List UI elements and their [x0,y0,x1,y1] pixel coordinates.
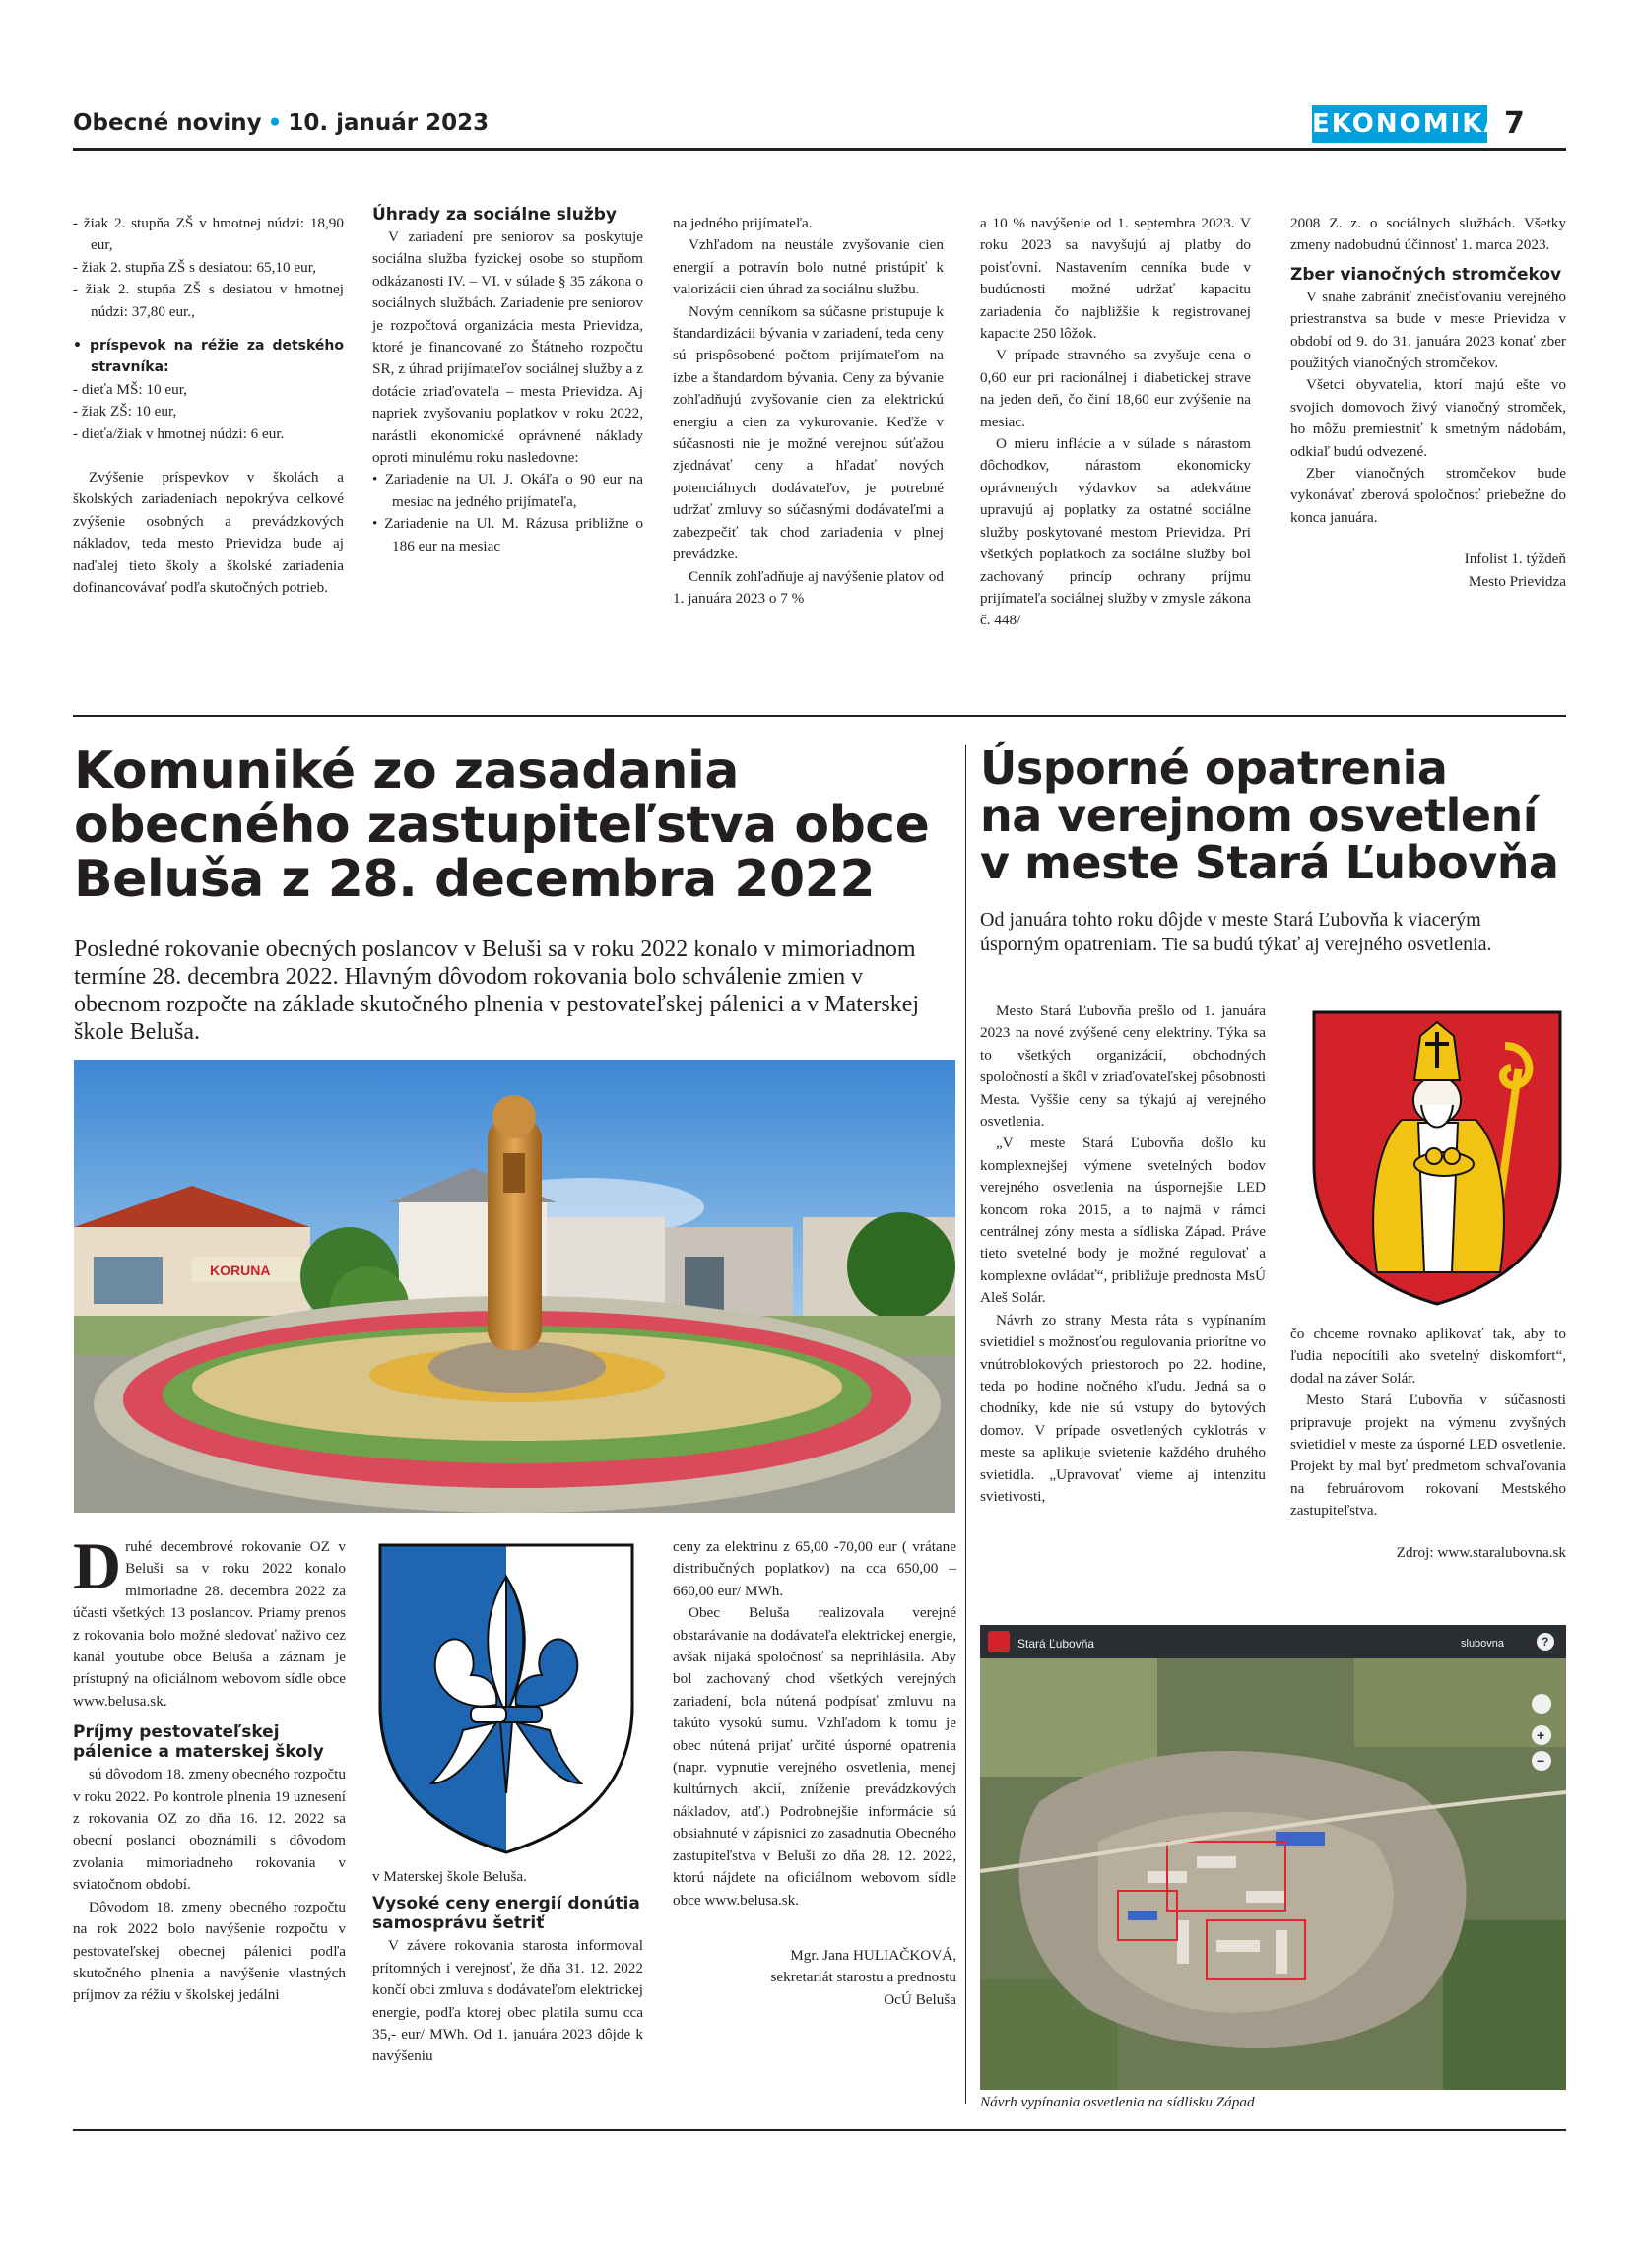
paragraph: V závere rokovania starosta informoval prítomných i verejnosť, že dňa 31. 12. 2022 končí obci zmluva s dodávateľom elektrickej energie, podľa ktorej obec platila sumu cca 35,- eur/ MWh. Od 1. januára 2023 dôjde k navýšeniu [372,1937,643,2065]
top-col-3 [673,213,944,610]
header-separator: • [267,110,283,136]
subheading: Zber vianočných stromčekov [1290,264,1562,285]
list-item: - dieťa MŠ: 10 eur, [73,380,187,398]
headline-line: obecného zastupiteľstva obce [74,796,930,855]
page-header-left [73,110,489,136]
list-item: - žiak ZŠ: 10 eur, [73,403,177,421]
belusa-col-2 [372,1866,643,2068]
coat-of-arms-stara-lubovna [1308,1006,1566,1310]
column-divider [965,745,966,2104]
paragraph: ruhé decembrové rokovanie OZ v Beluši sa v roku 2022 konalo mimoriadne 28. decembra 2022 za účasti všetkých 13 poslancov. Priamy prenos z rokovania bolo možné sledovať naživo cez kanál youtube obce Beluša a záznam je prístupný na oficiálnom webovom sídle obce www.belusa.sk. [73,1538,346,1710]
paragraph: na jedného prijímateľa. [673,215,813,231]
paragraph: v Materskej škole Beluša. [372,1868,527,1885]
paragraph: Dôvodom 18. zmeny obecného rozpočtu na rok 2022 bolo navýšenie rozpočtu v pestovateľskej obecnej pálenici podľa skutočného plnenia a navýšenie vlastných príjmov za réžiu v školskej jedálni [73,1898,346,2004]
top-col-5 [1290,213,1566,593]
zoom-in-label: + [1537,1727,1545,1743]
source-credit: Zdroj: www.staralubovna.sk [1396,1543,1566,1561]
list-item: - žiak 2. stupňa ZŠ s desiatou: 65,10 eur, [73,258,316,276]
paragraph: čo chceme rovnako aplikovať tak, aby to ľudia nepocítili ako svetelný diskomfort“, dodal na záver Solár. [1290,1326,1566,1387]
issue-date: 10. január 2023 [288,110,490,136]
signature: Infolist 1. týždeň [1464,551,1566,568]
map-screenshot [980,1625,1566,2090]
paragraph: V zariadení pre seniorov sa poskytuje sociálna služba fyzickej osobe so stupňom odkázanosti IV. – VI. v súlade § 35 zákona o sociálnych službách. Zariadenie pre seniorov je rozpočtová organizácia mesta Prievidza, ktoré je financované zo Štátneho rozpočtu SR, z úhrad prijímateľov sociálnej služby a z dotácie zriaďovateľa – mesta Prievidza. Aj napriek zvyšovaniu poplatkov v roku 2022, narástli ekonomické oprávnené náklady oproti minulému roku nasledovne: [372,228,643,467]
paragraph: V prípade stravného sa zvyšuje cena o 0,60 eur pri racionálnej i diabetickej strave na jeden deň, čo činí 18,60 eur zvýšenie na mesiac. [980,347,1251,430]
top-col-4 [980,213,1251,632]
fleur-de-lis-icon [372,1537,640,1858]
paragraph: Obec Beluša realizovala verejné obstarávanie na dodávateľa elektrickej energie, avšak nijaká spoločnosť sa neprihlásila. Aby bol zachovaný chod všetkých verejných zariadení, bola nútená podpísať zmluvu na takúto vysokú sumu. Vzhľadom k tomu je obec nútená prijať určité úsporné opatrenia (napr. vypnutie verejného osvetlenia, menej kultúrnych akcií, zníženie prevádzkových nákladov, atď.) Podrobnejšie informácie sú obsiahnuté v zápisnici zo zasadnutia Obecného zastupiteľstva v Beluši zo dňa 28. 12. 2022, ktorú nájdete na oficiálnom webovom sídle obce www.belusa.sk. [673,1604,956,1909]
signature: sekretariát starostu a prednostu [770,1969,956,1986]
subheading: Úhrady za sociálne služby [372,205,617,225]
article-lead: Posledné rokovanie obecných poslancov v Beluši sa v roku 2022 konalo v mimoriadnom termíne 28. decembra 2022. Hlavným dôvodom rokovania bolo schválenie zmien v obecnom rozpočte na základe skutočného plnenia v pestovateľskej pálenici a v Materskej škole Beluša. [74,937,920,1045]
paragraph: Mesto Stará Ľubovňa v súčasnosti pripravuje projekt na výmenu zvyšných svietidiel v meste za úsporné LED osvetlenie. Projekt by mal byť predmetom schvaľovania na februárovom rokovaní Mestského zastupiteľstva. [1290,1392,1566,1520]
list-item: • Zariadenie na Ul. J. Okáľa o 90 eur na mesiac na jedného prijímateľa, [372,471,643,510]
lubovna-col-2 [1290,1324,1566,1564]
belusa-col-3 [673,1536,956,2011]
top-col-2 [372,205,643,557]
photo-statue-roundabout [74,1060,955,1513]
paragraph: Všetci obyvatelia, ktorí majú ešte vo svojich domovoch živý vianočný stromček, ho môžu premiestniť k smetným nádobám, odkiaľ budú odvezené. [1290,376,1566,460]
top-col-1 [73,213,344,600]
header-rule [73,148,1566,151]
coat-of-arms-belusa [372,1537,640,1858]
paragraph: Mesto Stará Ľubovňa prešlo od 1. januára 2023 na nové zvýšené ceny elektriny. Týka sa to všetkých organizácií, obchodných spoločností a škôl v zriaďovateľskej pôsobnosti Mesta. Vyššie ceny sa týkajú aj verejného osvetlenia. [980,1003,1266,1131]
paragraph: Cenník zohľadňuje aj navýšenie platov od 1. januára 2023 o 7 % [673,567,944,607]
signature: Mesto Prievidza [1468,572,1566,590]
footer-rule [73,2129,1566,2131]
article-belusa-headline [74,742,960,909]
signature: Mgr. Jana HULIAČKOVÁ, [790,1946,956,1964]
paragraph: ceny za elektrinu z 65,00 -70,00 eur ( vrátane distribučných poplatkov) na cca 650,00 – 660,00 eur/ MWh. [673,1538,956,1599]
paragraph: sú dôvodom 18. zmeny obecného rozpočtu v roku 2022. Po kontrole plnenia 19 uznesení z rokovania OZ zo dňa 16. 12. 2022 sa obecní poslanci oboznámili s dôvodom zvolania mimoriadneho rokovania v sviatočnom období. [73,1766,346,1894]
bishop-saint-icon [1308,1006,1566,1310]
section-badge: EKONOMIKA [1312,105,1487,143]
zoom-out-label: − [1537,1753,1545,1769]
paragraph: Návrh zo strany Mesta ráta s vypínaním svietidiel s možnosťou regulovania priorítne vo vnútroblokových priestoroch po 22. hodine, teda po hodine nočného kľudu. Jedná sa o chodníky, kde nie sú vstupy do bytových domov. V prípade osvetlených cyklotrás v meste sa aplikuje svietenie každého druhého svietidla. „Upravovať vieme aj intenzitu svietivosti, [980,1311,1266,1505]
paragraph: Zber vianočných stromčekov bude vykonávať zberová spoločnosť priebežne do konca januára. [1290,465,1566,526]
photo-illustration [74,1060,955,1513]
drop-cap: D [73,1528,122,1603]
bold-bullet: • príspevok na réžie za detského stravníka: [73,338,344,376]
list-item: - žiak 2. stupňa ZŠ s desiatou v hmotnej núdzi: 37,80 eur., [73,281,344,320]
paragraph: O mieru inflácie a v súlade s nárastom dôchodkov, nárastom ekonomicky oprávnených výdavkov sa adekvátne upravujú aj poplatky za ostatné sociálne služby poskytované mestom Prievidza. Pri všetkých poplatkoch za sociálne služby bol zachovaný princíp ochrany príjmu prijímateľa sociálnej služby v zmysle zákona č. 448/ [980,435,1251,629]
signature: OcÚ Beluša [884,1990,956,2008]
shop-sign: KORUNA [210,1263,271,1278]
paragraph: Novým cenníkom sa súčasne pristupuje k štandardizácii bývania v zariadení, teda ceny sú prispôsobené počtom prijímateľom na izbe a štandardom bývania. Ceny za bývanie zohľadňujú zvyšovanie cien za elektrickú energiu a cien za vykurovanie. Keďže v súčasnosti nie je možné verejnou súťažou zjednávať ceny a hľadať nových potenciálnych dodávateľov, je potrebné udržať zmluvy so súčasnými dodávateľmi a zabezpečiť tak chod zariadenia v plnej prevádzke. [673,302,944,563]
paragraph: 2008 Z. z. o sociálnych službách. Všetky zmeny nadobudnú účinnosť 1. marca 2023. [1290,215,1566,254]
help-label: ? [1542,1635,1549,1649]
headline-line: Beluša z 28. decembra 2022 [74,850,876,909]
headline-line: v meste Stará Ľubovňa [980,836,1559,889]
headline-line: Úsporné opatrenia [980,742,1448,795]
map-caption: Návrh vypínania osvetlenia na sídlisku Západ [980,2094,1255,2110]
paragraph: Zvýšenie príspevkov v školách a školských zariadeniach nepokrýva celkové zvýšenie osobných a prevádzkových nákladov, teda mesto Prievidza bude aj naďalej tieto školy a školské zariadenia dofinancovávať podľa skutočných potrieb. [73,469,344,597]
paragraph: V snahe zabrániť znečisťovaniu verejného priestranstva sa bude v meste Prievidza v období od 9. do 31. januára 2023 konať zber použitých vianočných stromčekov. [1290,288,1566,372]
list-item: - žiak 2. stupňa ZŠ v hmotnej núdzi: 18,90 eur, [73,215,344,254]
headline-line: na verejnom osvetlení [980,789,1539,842]
headline-line: Komuniké zo zasadania [74,742,739,801]
list-item: - dieťa/žiak v hmotnej núdzi: 6 eur. [73,424,285,442]
paragraph: „V meste Stará Ľubovňa došlo ku komplexnejšej výmene svetelných bodov verejného osvetlenia na úspornejšie LED koncom roka 2015, a to najmä v rámci centrálnej zóny mesta a sídliska Západ. Práve tieto svetelné body je možné regulovať a komplexne ovládať“, približuje prednosta MsÚ Aleš Solár. [980,1134,1266,1307]
app-logo-icon [988,1631,1010,1652]
lubovna-col-1 [980,1001,1266,1508]
article-lead: Od januára tohto roku dôjde v meste Stará Ľubovňa k viacerým úsporným opatreniam. Tie sa budú týkať aj verejného osvetlenia. [980,909,1492,955]
paragraph: Vzhľadom na neustále zvyšovanie cien energií a potravín bolo nutné pristúpiť k valorizácii cien úhrad za sociálnu službu. [673,236,944,298]
page-number: 7 [1504,106,1525,141]
map-app-title: Stará Ľubovňa [1017,1637,1095,1651]
list-item: • Zariadenie na Ul. M. Rázusa približne o 186 eur na mesiac [372,515,643,554]
newspaper-name: Obecné noviny [73,110,262,136]
subheading: Vysoké ceny energií donútia samosprávu šetriť [372,1894,640,1934]
section-rule [73,715,1566,717]
paragraph: a 10 % navýšenie od 1. septembra 2023. V roku 2023 sa navyšujú aj platby do poisťovní. Nastavením cenníka bude v budúcnosti možné udržať kapacitu zariadenia čo najbližšie k registrovanej kapacite 250 lôžok. [980,215,1251,343]
aerial-map [980,1625,1566,2090]
map-user-label: slubovna [1461,1638,1505,1650]
locate-icon[interactable] [1532,1694,1551,1714]
article-lubovna-headline [980,742,1571,889]
belusa-col-1 [73,1528,346,2007]
subheading: Príjmy pestovateľskej pálenice a materskej školy [73,1722,324,1763]
